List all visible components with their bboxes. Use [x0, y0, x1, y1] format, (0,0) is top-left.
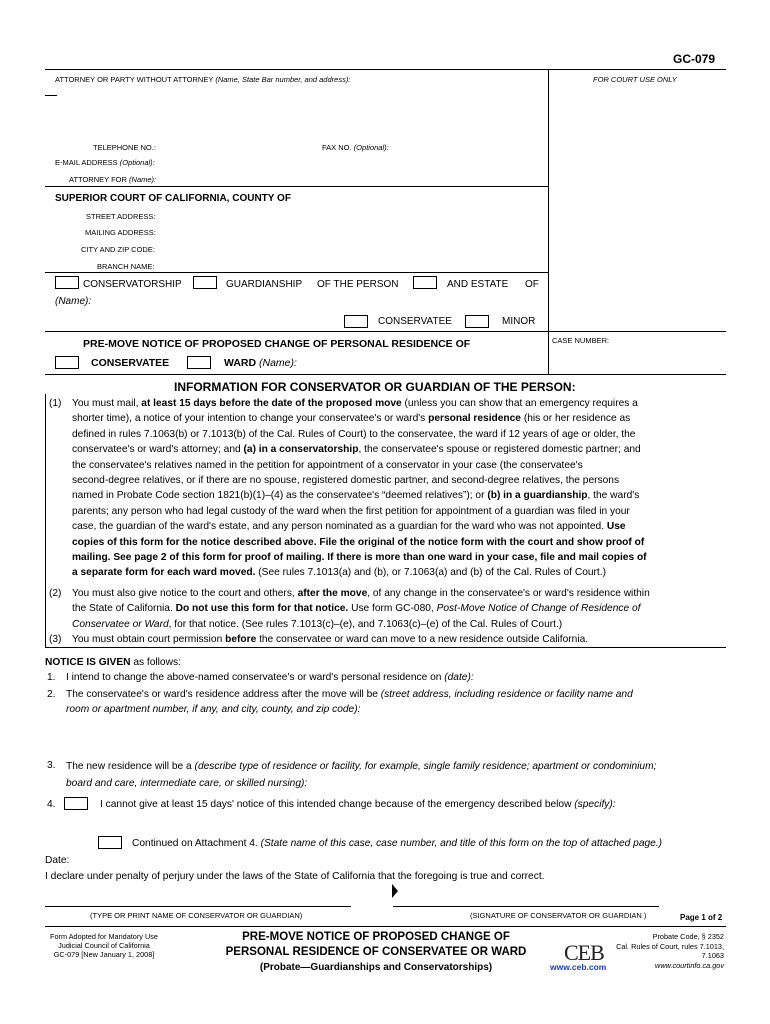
guardianship-checkbox[interactable]	[193, 276, 217, 289]
header-top-rule	[45, 69, 726, 70]
notice-item-4-number: 4.	[47, 799, 56, 810]
signature-line	[393, 906, 659, 907]
form-adopted-info: Form Adopted for Mandatory Use Judicial Council of California GC-079 [New January 1, 2008]	[50, 932, 158, 959]
attorney-for-label: ATTORNEY FOR (Name):	[69, 175, 157, 184]
sign-here-arrow-icon	[392, 884, 398, 898]
attorney-label: ATTORNEY OR PARTY WITHOUT ATTORNEY (Name, State Bar number, and address):	[55, 75, 351, 84]
street-address-label: STREET ADDRESS:	[86, 212, 156, 221]
of-the-person-label: OF THE PERSON	[317, 279, 399, 290]
caption-conservatee-checkbox[interactable]	[344, 315, 368, 328]
case-number-label: CASE NUMBER:	[552, 336, 610, 345]
info-item-1-text: You must mail, at least 15 days before the date of the proposed move (unless you can show that an emergency requires a shorter time), a notice of your intention to change your conservatee's or ward's personal residence (his or her residence as defined in rules 7.1063(b) or 7.1013(b) of the Cal. Rules of Court) to the conservatee, the ward if 12 years of age or older, the conservatee's or ward's attorney; and (a) in a conservatorship, the conservatee's spouse or registered domestic partner; and the conservatee's relatives named in the petition for appointment of a conservator in your case (the conservatee's second-degree relatives, or if there are no spouse, registered domestic partner, and second-degree relatives, the persons named in Probate Code section 1821(b)(1)–(4) as the conservatee's “deemed relatives”); or (b) in a guardianship, the ward's parents; any person who had legal custody of the ward when the first petition for appointment of a guardian was filed in your case, the guardian of the ward's estate, and any person nominated as a guardian for the ward who was not appointed. Use copies of this form for the notice described above. File the original of the notice form with the court and show proof of mailing. See page 2 of this form for proof of mailing. If there is more than one ward in your case, file and mail copies of a separate form for each ward moved. (See rules 7.1013(a) and (b), or 7.1063(a) and (b) of the Cal. Rules of Court.)	[72, 398, 647, 579]
notice-item-1-number: 1.	[47, 672, 56, 683]
legal-references: Probate Code, § 2352 Cal. Rules of Court, rules 7.1013, 7.1063 www.courtinfo.ca.gov	[616, 932, 724, 970]
print-name-caption: (TYPE OR PRINT NAME OF CONSERVATOR OR GUARDIAN)	[90, 911, 303, 920]
city-zip-label: CITY AND ZIP CODE:	[81, 245, 155, 254]
of-label: OF	[525, 279, 539, 290]
fax-label: FAX NO. (Optional):	[322, 143, 389, 152]
info-item-2-number: (2)	[49, 588, 62, 599]
notice-item-2-number: 2.	[47, 689, 56, 700]
ward-label: WARD (Name):	[224, 357, 297, 369]
caption-conservatee-label: CONSERVATEE	[378, 316, 452, 327]
notice-item-3-number: 3.	[47, 760, 56, 771]
info-left-rule	[45, 394, 46, 647]
court-use-label: FOR COURT USE ONLY	[593, 75, 677, 84]
notice-item-3-text: The new residence will be a (describe type of residence or facility, for example, single family residence; apartment or condominium; board and care, intermediate care, or skilled nursing):	[66, 761, 657, 789]
info-heading: INFORMATION FOR CONSERVATOR OR GUARDIAN OF THE PERSON:	[174, 380, 576, 394]
emergency-checkbox[interactable]	[64, 797, 88, 810]
telephone-label: TELEPHONE NO.:	[93, 143, 156, 152]
info-item-3-text: You must obtain court permission before the conservatee or ward can move to a new residence outside California.	[72, 634, 589, 645]
title-conservatee-checkbox[interactable]	[55, 356, 79, 369]
ward-checkbox[interactable]	[187, 356, 211, 369]
footer-title: PRE-MOVE NOTICE OF PROPOSED CHANGE OF PERSONAL RESIDENCE OF CONSERVATEE OR WARD (Probate—Guardianships and Conservatorships)	[225, 931, 527, 973]
ceb-logo: CEB	[564, 940, 604, 965]
continued-checkbox[interactable]	[98, 836, 122, 849]
notice-given: NOTICE IS GIVEN as follows:	[45, 657, 181, 668]
court-title: SUPERIOR COURT OF CALIFORNIA, COUNTY OF	[55, 193, 291, 204]
caption-rule	[45, 331, 726, 332]
branch-name-label: BRANCH NAME:	[97, 262, 155, 271]
info-item-3-number: (3)	[49, 634, 62, 645]
info-item-2-text: You must also give notice to the court and others, after the move, of any change in the conservatee's or ward's residence within the State of California. Do not use this form for that notice. Use form GC-080, Post-Move Notice of Change of Residence of Conservatee or Ward, for that notice. (See rules 7.1013(c)–(e), and 7.1063(c)–(e) of the Cal. Rules of Court.)	[72, 588, 650, 630]
notice-item-1-text: I intend to change the above-named conservatee's or ward's personal residence on (date):	[66, 672, 474, 683]
continued-text: Continued on Attachment 4. (State name of this case, case number, and title of this form on the top of attached page.)	[132, 838, 663, 849]
ceb-url[interactable]: www.ceb.com	[550, 962, 607, 972]
case-number-divider	[548, 331, 549, 374]
date-label: Date:	[45, 855, 70, 866]
declaration-text: I declare under penalty of perjury under the laws of the State of California that the foregoing is true and correct.	[45, 871, 545, 882]
and-estate-checkbox[interactable]	[413, 276, 437, 289]
conservatorship-label: CONSERVATORSHIP	[83, 279, 182, 290]
attorney-section-rule	[45, 186, 548, 187]
email-label: E-MAIL ADDRESS (Optional):	[55, 158, 155, 167]
print-name-line	[45, 906, 351, 907]
and-estate-label: AND ESTATE	[447, 279, 509, 290]
caption-name-label: (Name):	[55, 296, 92, 307]
mailing-address-label: MAILING ADDRESS:	[85, 228, 156, 237]
guardianship-label: GUARDIANSHIP	[226, 279, 303, 290]
conservatorship-checkbox[interactable]	[55, 276, 79, 289]
minor-label: MINOR	[502, 316, 536, 327]
notice-title: PRE-MOVE NOTICE OF PROPOSED CHANGE OF PERSONAL RESIDENCE OF	[83, 338, 471, 350]
attorney-mark	[45, 95, 57, 96]
footer-rule	[45, 926, 726, 927]
court-section-rule	[45, 272, 548, 273]
info-item-1-number: (1)	[49, 398, 62, 409]
title-conservatee-label: CONSERVATEE	[91, 357, 170, 369]
header-divider	[548, 69, 549, 331]
notice-item-2-text: The conservatee's or ward's residence address after the move will be (street address, including residence or facility name and room or apartment number, if any, and city, county, and zip code):	[66, 689, 633, 716]
form-number: GC-079	[673, 52, 716, 66]
signature-caption: (SIGNATURE OF CONSERVATOR OR GUARDIAN )	[470, 911, 647, 920]
minor-checkbox[interactable]	[465, 315, 489, 328]
title-rule	[45, 374, 726, 375]
page-number: Page 1 of 2	[680, 913, 723, 922]
notice-item-4-text: I cannot give at least 15 days' notice of this intended change because of the emergency described below (specify):	[100, 799, 616, 810]
